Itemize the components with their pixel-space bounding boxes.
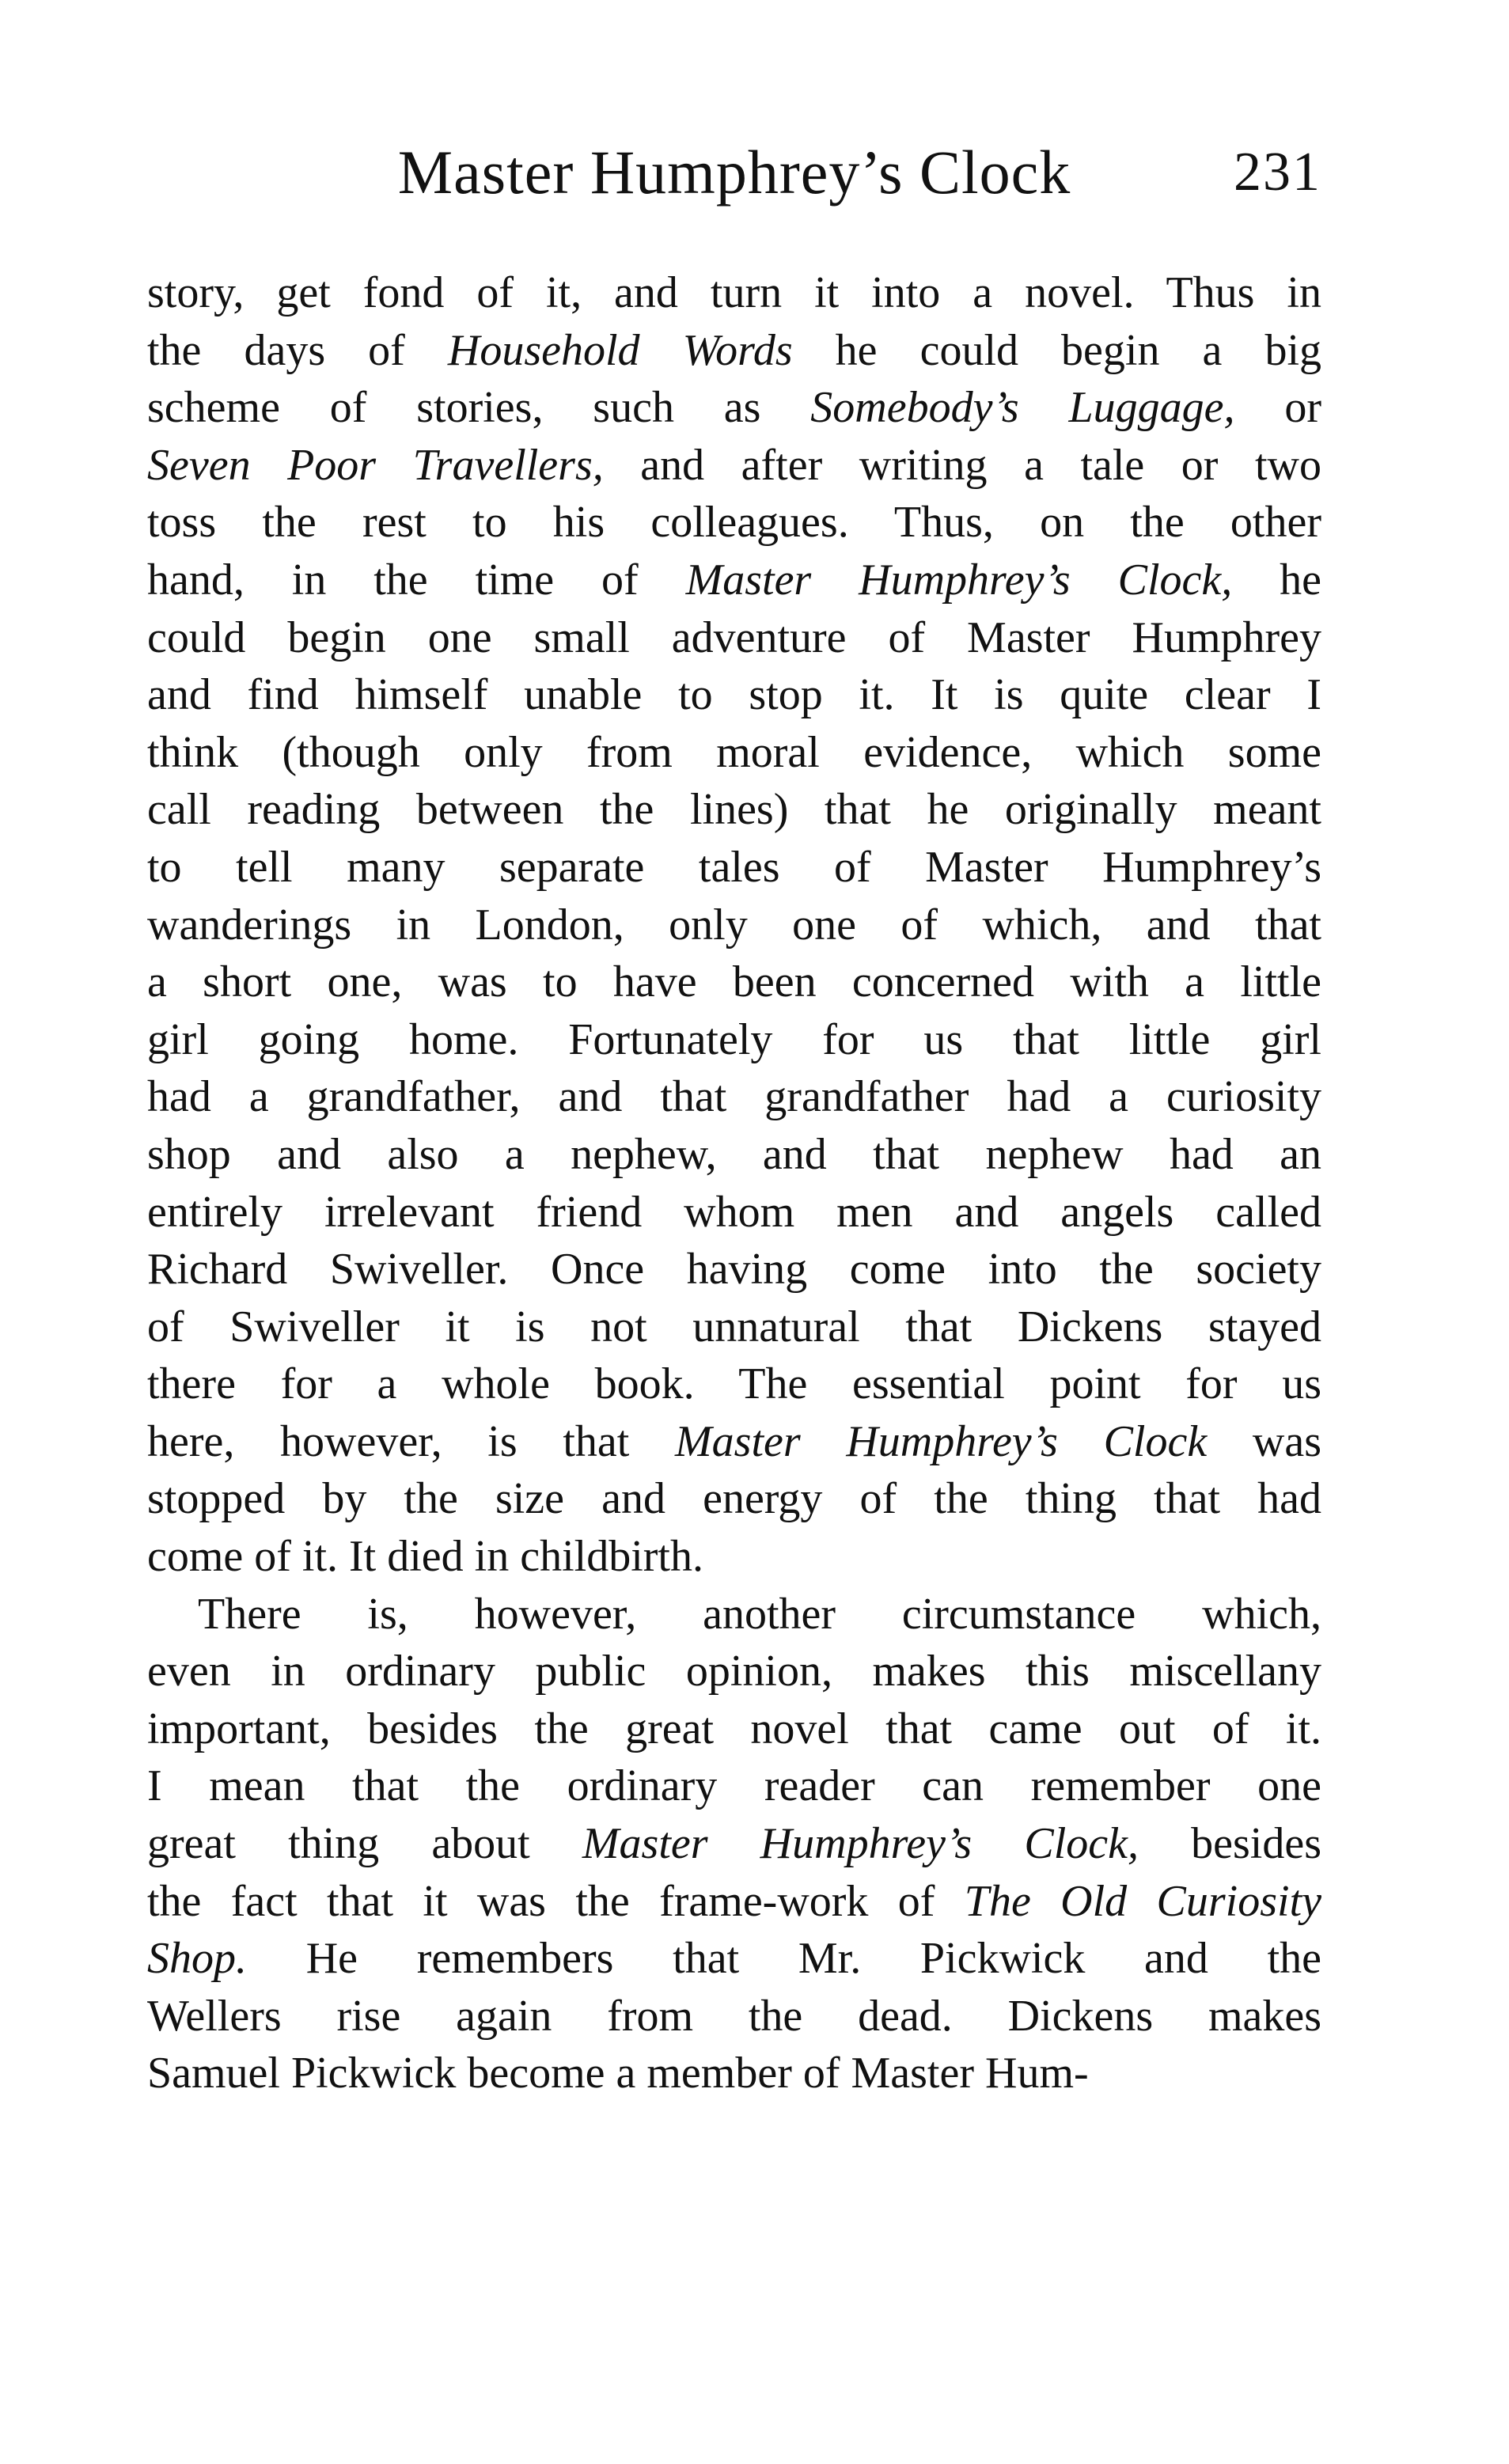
text-run: Richard Swiveller. Once having come into the society [147, 1245, 1321, 1295]
text-run: could begin one small adventure of Master Humphrey [147, 612, 1321, 662]
text-line [147, 1586, 1321, 1643]
text-run: and after writing a tale or two [603, 440, 1321, 490]
text-run: a short one, was to have been concerned with a little [147, 957, 1321, 1007]
text-line [147, 781, 1321, 839]
text-line [147, 1126, 1321, 1184]
text-line [147, 1413, 1321, 1471]
text-run: even in ordinary public opinion, makes this miscellany [147, 1647, 1321, 1696]
text-line [147, 322, 1321, 380]
text-line [147, 1298, 1321, 1356]
text-line [147, 1700, 1321, 1758]
text-run: come of it. It died in childbirth. [147, 1532, 703, 1582]
text-line [147, 839, 1321, 897]
italic-title-text: The Old Curiosity [964, 1876, 1321, 1926]
text-run: Wellers rise again from the dead. Dickens makes [147, 1991, 1321, 2041]
text-run: important, besides the great novel that came out of it. [147, 1704, 1321, 1753]
text-line [147, 1643, 1321, 1700]
text-line [147, 379, 1321, 437]
italic-title-text: Master Humphrey’s Clock [675, 1416, 1208, 1466]
italic-title-text: Household Words [447, 325, 793, 375]
text-line [147, 1241, 1321, 1298]
text-line [147, 1068, 1321, 1126]
text-run: he could begin a big [792, 325, 1322, 375]
italic-title-text: Somebody’s Luggage, [810, 383, 1235, 433]
text-run: the days of [147, 325, 448, 375]
text-run: shop and also a nephew, and that nephew had an [147, 1129, 1321, 1179]
italic-title-text: Master Humphrey’s Clock, [685, 555, 1233, 605]
text-line [147, 437, 1321, 495]
text-run: scheme of stories, such as [147, 383, 811, 433]
text-run: call reading between the lines) that he originally meant [147, 785, 1321, 835]
italic-title-text: Shop. [147, 1934, 247, 1984]
running-title: Master Humphrey’s Clock [397, 138, 1071, 207]
text-run: There is, however, another circumstance which, [198, 1589, 1321, 1639]
text-line [147, 1355, 1321, 1413]
italic-title-text: Master Humphrey’s Clock, [582, 1819, 1139, 1869]
text-run: girl going home. Fortunately for us that little girl [147, 1014, 1321, 1064]
text-run: story, get fond of it, and turn it into a novel. Thus in [147, 268, 1321, 317]
text-run: entirely irrelevant friend whom men and angels called [147, 1187, 1321, 1237]
text-line [147, 666, 1321, 724]
running-head [147, 138, 1321, 207]
text-run: besides [1138, 1819, 1321, 1869]
text-line [147, 897, 1321, 954]
text-run: here, however, is that [147, 1416, 676, 1466]
text-line [147, 1815, 1321, 1873]
text-run: toss the rest to his colleagues. Thus, on the other [147, 498, 1321, 548]
text-line [147, 1757, 1321, 1815]
text-run: He remembers that Mr. Pickwick and the [247, 1934, 1321, 1984]
text-run: Samuel Pickwick become a member of Master Hum- [147, 2049, 1089, 2098]
text-run: stopped by the size and energy of the thing that had [147, 1474, 1321, 1524]
body-text [147, 264, 1321, 2102]
text-run: great thing about [147, 1819, 582, 1869]
text-run: and find himself unable to stop it. It is quite clear I [147, 670, 1321, 720]
page-number: 231 [1234, 142, 1321, 203]
text-line [147, 1184, 1321, 1241]
text-line [147, 2045, 1321, 2102]
text-line [147, 1988, 1321, 2045]
text-run: to tell many separate tales of Master Humphrey’s [147, 842, 1321, 892]
text-run: hand, in the time of [147, 555, 686, 605]
text-line [147, 609, 1321, 667]
text-line [147, 494, 1321, 552]
text-line [147, 1011, 1321, 1069]
text-line [147, 724, 1321, 782]
text-run: was [1207, 1416, 1321, 1466]
italic-title-text: Seven Poor Travellers, [147, 440, 604, 490]
text-line [147, 1930, 1321, 1988]
text-line [147, 1470, 1321, 1528]
text-run: think (though only from moral evidence, which some [147, 727, 1321, 777]
text-run: had a grandfather, and that grandfather had a curiosity [147, 1072, 1321, 1122]
text-line [147, 552, 1321, 609]
text-line [147, 264, 1321, 322]
text-run: or [1234, 383, 1321, 433]
text-run: I mean that the ordinary reader can remember one [147, 1761, 1321, 1811]
text-run: he [1232, 555, 1321, 605]
text-line [147, 1873, 1321, 1931]
text-line [147, 1528, 1321, 1586]
text-run: the fact that it was the frame-work of [147, 1876, 965, 1926]
text-run: wanderings in London, only one of which, and that [147, 900, 1321, 950]
text-run: of Swiveller it is not unnatural that Dickens stayed [147, 1302, 1321, 1351]
text-run: there for a whole book. The essential point for us [147, 1359, 1321, 1409]
text-line [147, 953, 1321, 1011]
